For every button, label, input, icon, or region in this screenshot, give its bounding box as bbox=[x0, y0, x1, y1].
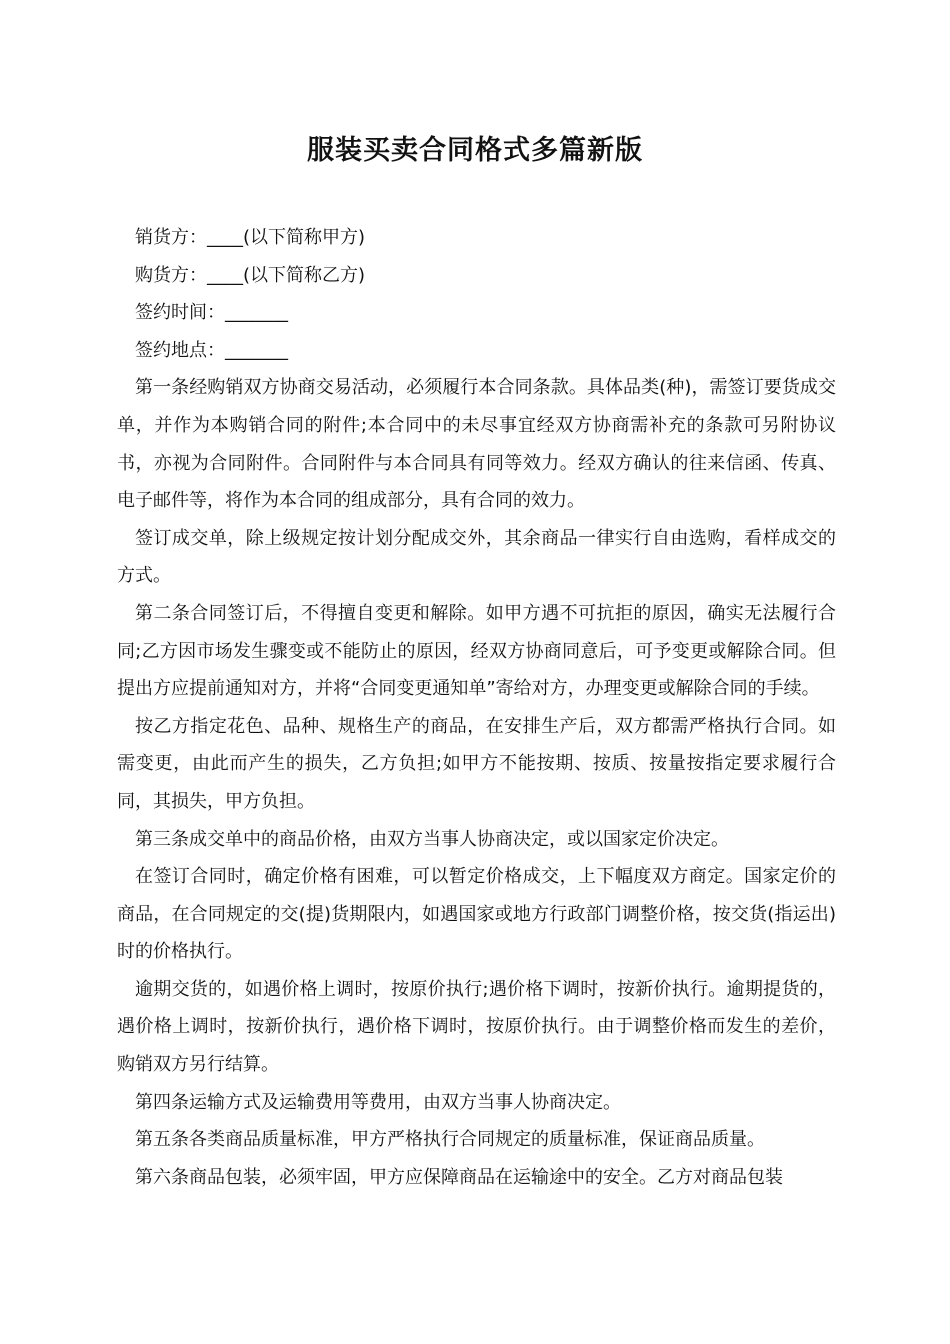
signing-time-line: 签约时间：_______ bbox=[135, 302, 288, 324]
document-title: 服装买卖合同格式多篇新版 bbox=[307, 135, 643, 166]
article-5-paragraph: 第五条各类商品质量标准，甲方严格执行合同规定的质量标准，保证商品质量。 bbox=[135, 1129, 765, 1151]
article-2-paragraph: 第二条合同签订后，不得擅自变更和解除。如甲方遇不可抗拒的原因，确实无法履行合同;乙方因市场发生骤变或不能防止的原因，经双方协商同意后，可予变更或解除合同。但提出方应提前通知对方，并将“合同变更通知单”寄给对方，办理变更或解除合同的手续。 bbox=[117, 602, 836, 700]
buyer-line: 购货方：____(以下简称乙方) bbox=[135, 264, 366, 286]
article-3-paragraph: 第三条成交单中的商品价格，由双方当事人协商决定，或以国家定价决定。 bbox=[135, 828, 729, 850]
custom-production-paragraph: 按乙方指定花色、品种、规格生产的商品，在安排生产后，双方都需严格执行合同。如需变更，由此而产生的损失，乙方负担;如甲方不能按期、按质、按量按指定要求履行合同，其损失，甲方负担。 bbox=[117, 715, 836, 812]
late-delivery-paragraph: 逾期交货的，如遇价格上调时，按原价执行;遇价格下调时，按新价执行。逾期提货的，遇价格上调时，按新价执行，遇价格下调时，按原价执行。由于调整价格而发生的差价，购销双方另行结算。 bbox=[117, 978, 836, 1076]
order-method-paragraph: 签订成交单，除上级规定按计划分配成交外，其余商品一律实行自由选购，看样成交的方式。 bbox=[117, 527, 836, 587]
signing-place-line: 签约地点：_______ bbox=[135, 339, 288, 361]
article-6-paragraph: 第六条商品包装，必须牢固，甲方应保障商品在运输途中的安全。乙方对商品包装 bbox=[135, 1166, 783, 1188]
article-4-paragraph: 第四条运输方式及运输费用等费用，由双方当事人协商决定。 bbox=[135, 1091, 621, 1113]
article-1-paragraph: 第一条经购销双方协商交易活动，必须履行本合同条款。具体品类(种)，需签订要货成交单，并作为本购销合同的附件;本合同中的未尽事宜经双方协商需补充的条款可另附协议书，亦视为合同附件。合同附件与本合同具有同等效力。经双方确认的往来信函、传真、电子邮件等，将作为本合同的组成部分，具有合同的效力。 bbox=[117, 377, 836, 512]
pricing-paragraph: 在签订合同时，确定价格有困难，可以暂定价格成交，上下幅度双方商定。国家定价的商品，在合同规定的交(提)货期限内，如遇国家或地方行政部门调整价格，按交货(指运出)时的价格执行。 bbox=[117, 866, 836, 963]
seller-line: 销货方：____(以下简称甲方) bbox=[135, 227, 366, 248]
document-body bbox=[117, 219, 836, 1196]
